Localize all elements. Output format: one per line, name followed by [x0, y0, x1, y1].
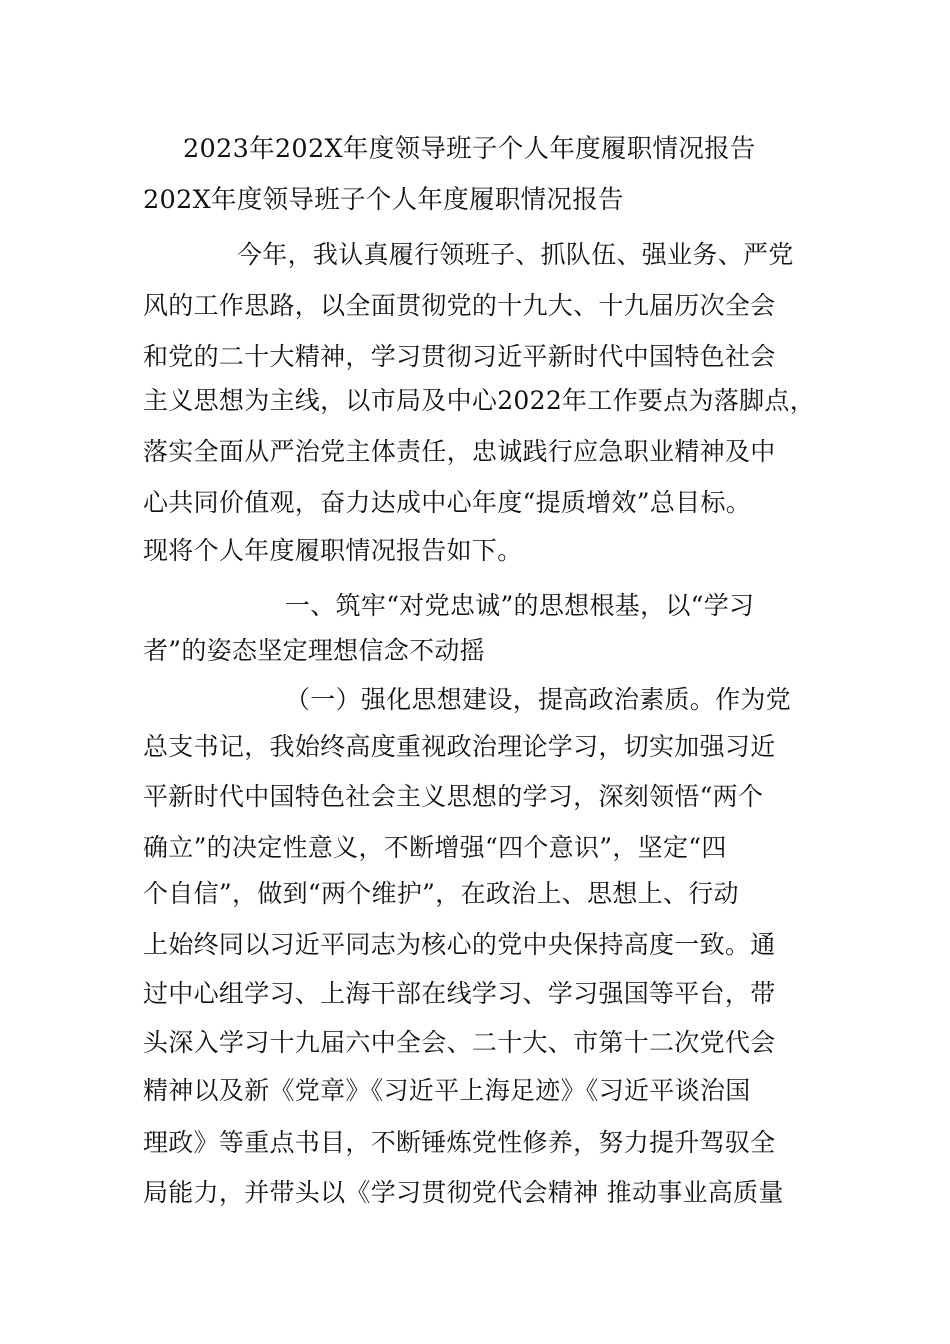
document-title: 2023年202X年度领导班子个人年度履职情况报告	[183, 134, 756, 164]
paragraph-line: 现将个人年度履职情况报告如下。	[143, 536, 523, 565]
paragraph-line: 和党的二十大精神，学习贯彻习近平新时代中国特色社会	[143, 342, 776, 371]
paragraph-line: 主义思想为主线，以市局及中心2022年工作要点为落脚点，	[143, 386, 816, 415]
paragraph-line: 心共同价值观，奋力达成中心年度“提质增效”总目标。	[143, 488, 752, 517]
paragraph-line: 今年，我认真履行领班子、抓队伍、强业务、严党	[237, 240, 794, 269]
paragraph-line: 头深入学习十九届六中全会、二十大、市第十二次党代会	[143, 1028, 776, 1057]
paragraph-line: 理政》等重点书目，不断锤炼党性修养，努力提升驾驭全	[143, 1128, 776, 1157]
paragraph-line: 上始终同以习近平同志为核心的党中央保持高度一致。通	[143, 930, 776, 959]
paragraph-line: 局能力，并带头以《学习贯彻党代会精神 推动事业高质量	[143, 1178, 784, 1207]
paragraph-line: 个自信”，做到“两个维护”，在政治上、思想上、行动	[143, 879, 739, 908]
section-heading: 者”的姿态坚定理想信念不动摇	[143, 636, 485, 665]
paragraph-line: 精神以及新《党章》《习近平上海足迹》《习近平谈治国	[143, 1076, 751, 1105]
paragraph-line: 平新时代中国特色社会主义思想的学习，深刻领悟“两个	[143, 782, 764, 811]
paragraph-line: 确立”的决定性意义，不断增强“四个意识”，坚定“四	[143, 833, 727, 862]
subsection-heading: （一）强化思想建设，提高政治素质。作为党	[285, 685, 792, 714]
paragraph-line: 总支书记，我始终高度重视政治理论学习，切实加强习近	[143, 732, 776, 761]
document-subtitle: 202X年度领导班子个人年度履职情况报告	[143, 185, 624, 215]
section-heading: 一、筑牢“对党忠诚”的思想根基，以“学习	[285, 591, 755, 620]
paragraph-line: 风的工作思路，以全面贯彻党的十九大、十九届历次全会	[143, 291, 776, 320]
paragraph-line: 落实全面从严治党主体责任，忠诚践行应急职业精神及中	[143, 437, 776, 466]
paragraph-line: 过中心组学习、上海干部在线学习、学习强国等平台，带	[143, 979, 776, 1008]
